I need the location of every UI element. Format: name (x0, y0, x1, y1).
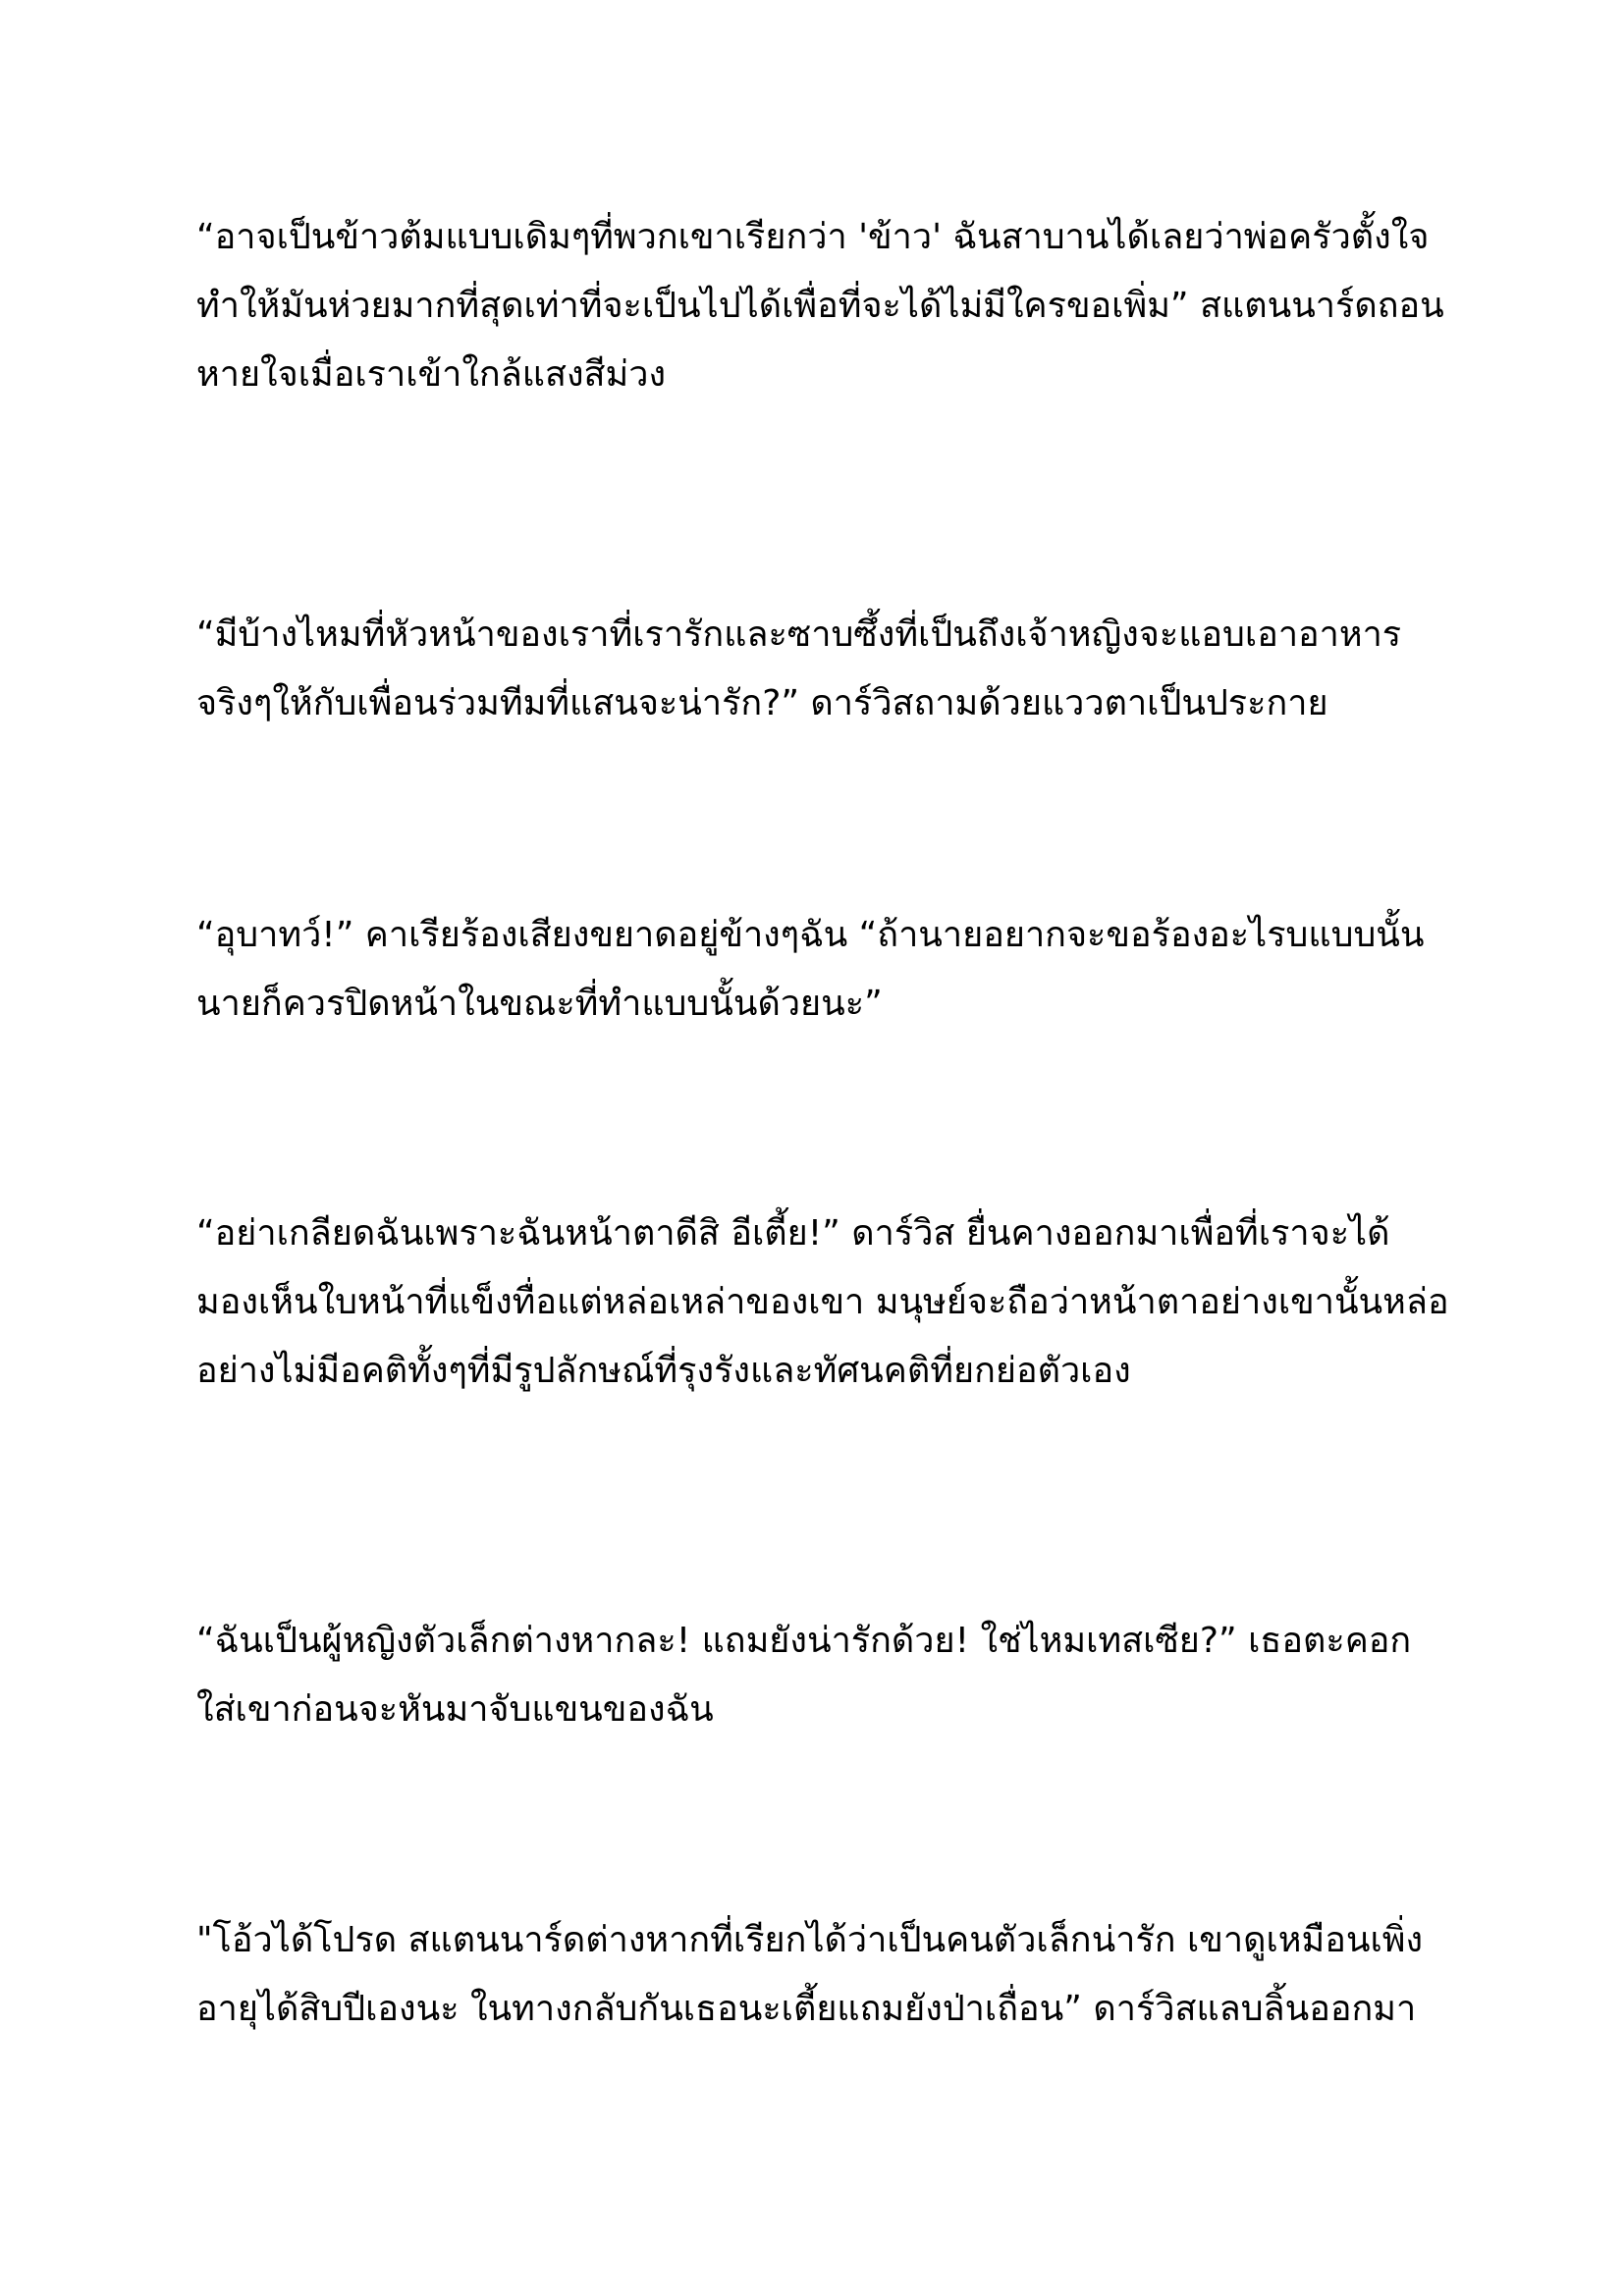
text-line: ใส่เขาก่อนจะหันมาจับแขนของฉัน (196, 1689, 714, 1730)
text-line: อายุได้สิบปีเองนะ ในทางกลับกันเธอนะเตี้ยแถมยังป่าเถื่อน” ดาร์วิสแลบลิ้นออกมา (196, 1989, 1417, 2029)
text-line: อย่างไม่มีอคติทั้งๆที่มีรูปลักษณ์ที่รุงรังและทัศนคติที่ยกย่อตัวเอง (196, 1351, 1131, 1391)
text-line: “ฉันเป็นผู้หญิงตัวเล็กต่างหากละ! แถมยังน่ารักด้วย! ใช่ไหมเทสเซีย?” เธอตะคอก (196, 1621, 1412, 1661)
paragraph-stannard-porridge (196, 203, 1453, 409)
text-line: “อุบาทว์!” คาเรียร้องเสียงขยาดอยู่ข้างๆฉัน “ถ้านายอยากจะขอร้องอะไรบแบบนั้น (196, 915, 1425, 955)
text-line: ทำให้มันห่วยมากที่สุดเท่าที่จะเป็นไปได้เพื่อที่จะได้ไม่มีใครขอเพิ่ม” สแตนนาร์ดถอน (196, 286, 1444, 326)
paragraph-darvis-tease (196, 1906, 1453, 2044)
paragraph-darvis-question (196, 601, 1453, 738)
text-line: นายก็ควรปิดหน้าในขณะที่ทำแบบนั้นด้วยนะ” (196, 984, 883, 1024)
paragraph-caria-petite (196, 1607, 1453, 1744)
text-line: “อย่าเกลียดฉันเพราะฉันหน้าตาดีสิ อีเตี้ย!” ดาร์วิส ยื่นคางออกมาเพื่อที่เราจะได้ (196, 1213, 1390, 1254)
paragraph-darvis-looks (196, 1200, 1453, 1406)
text-line: “มีบ้างไหมที่หัวหน้าของเราที่เรารักและซาบซึ้งที่เป็นถึงเจ้าหญิงจะแอบเอาอาหาร (196, 614, 1402, 655)
text-line: หายใจเมื่อเราเข้าใกล้แสงสีม่วง (196, 354, 667, 395)
paragraph-caria-disgust (196, 901, 1453, 1039)
text-line: มองเห็นใบหน้าที่แข็งทื่อแต่หล่อเหล่าของเขา มนุษย์จะถือว่าหน้าตาอย่างเขานั้นหล่อ (196, 1282, 1449, 1322)
text-line: จริงๆให้กับเพื่อนร่วมทีมที่แสนจะน่ารัก?” ดาร์วิสถามด้วยแววตาเป็นประกาย (196, 683, 1328, 723)
text-line: “อาจเป็นข้าวต้มแบบเดิมๆที่พวกเขาเรียกว่า 'ข้าว' ฉันสาบานได้เลยว่าพ่อครัวตั้งใจ (196, 217, 1430, 257)
text-line: "โอ้วได้โปรด สแตนนาร์ดต่างหากที่เรียกได้ว่าเป็นคนตัวเล็กน่ารัก เขาดูเหมือนเพิ่ง (196, 1920, 1424, 1960)
